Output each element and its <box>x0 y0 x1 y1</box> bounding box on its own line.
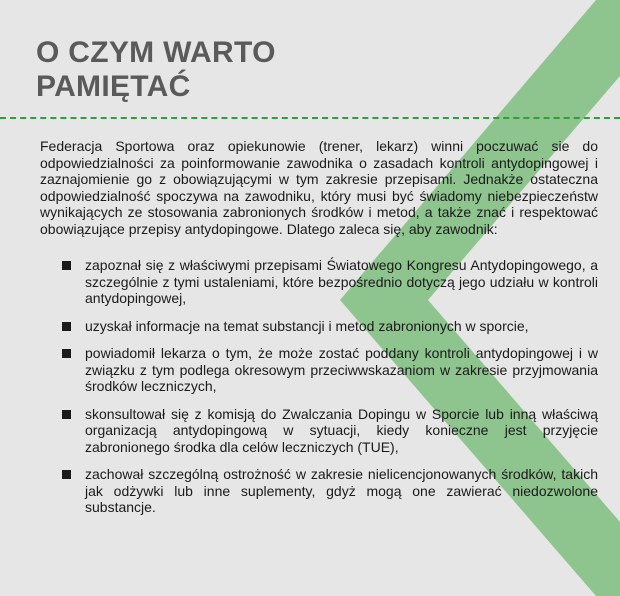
title-line-2: PAMIĘTAĆ <box>36 70 191 103</box>
square-bullet-icon <box>62 322 71 331</box>
intro-paragraph: Federacja Sportowa oraz opiekunowie (trener, lekarz) winni poczuwać sie do odpowiedzialności za poinformowanie zawodnika o zasadach kontroli antydopingowej i zaznajomienie go z obowiązującymi w tym zakresie przepisami. Jednakże ostateczna odpowiedzialność spoczywa na zawodniku, który musi być świadomy niebezpieczeństw wynikających ze stosowania zabronionych środków i metod, a także znać i respektować obowiązujące przepisy antydopingowe. Dlatego zaleca się, aby zawodnik: <box>40 138 598 237</box>
square-bullet-icon <box>62 349 71 358</box>
list-item-text: zachował szczególną ostrożność w zakresie nielicencjonowanych środków, takich jak odżywki lub inne suplementy, gdyż mogą one zawierać niedozwolone substancje. <box>85 466 598 515</box>
square-bullet-icon <box>62 410 71 419</box>
list-item <box>62 318 598 335</box>
content-body <box>40 138 598 527</box>
list-item-text: zapoznał się z właściwymi przepisami Światowego Kongresu Antydopingowego, a szczególnie z tymi ustaleniami, które bezpośrednio dotyczą jego udziału w kontroli antydopingowej, <box>85 257 598 306</box>
list-item <box>62 345 598 395</box>
list-item-text: powiadomił lekarza o tym, że może zostać poddany kontroli antydopingowej i w związku z tym podlega okresowym przeciwwskazaniom w zakresie przyjmowania środków leczniczych, <box>85 345 598 394</box>
recommendation-list <box>40 257 598 516</box>
square-bullet-icon <box>62 261 71 270</box>
list-item-text: skonsultował się z komisją do Zwalczania Dopingu w Sporcie lub inną właściwą organizacją antydopingową w sytuacji, kiedy konieczne jest przyjęcie zabronionego środka dla celów leczniczych (TUE), <box>85 405 598 455</box>
title-line-1: O CZYM WARTO <box>36 36 276 69</box>
list-item <box>62 406 598 456</box>
list-item <box>62 257 598 307</box>
page-title <box>36 36 276 104</box>
square-bullet-icon <box>62 470 71 479</box>
list-item-text: uzyskał informacje na temat substancji i metod zabronionych w sporcie, <box>85 317 529 334</box>
list-item <box>62 466 598 516</box>
dashed-divider <box>0 117 620 119</box>
